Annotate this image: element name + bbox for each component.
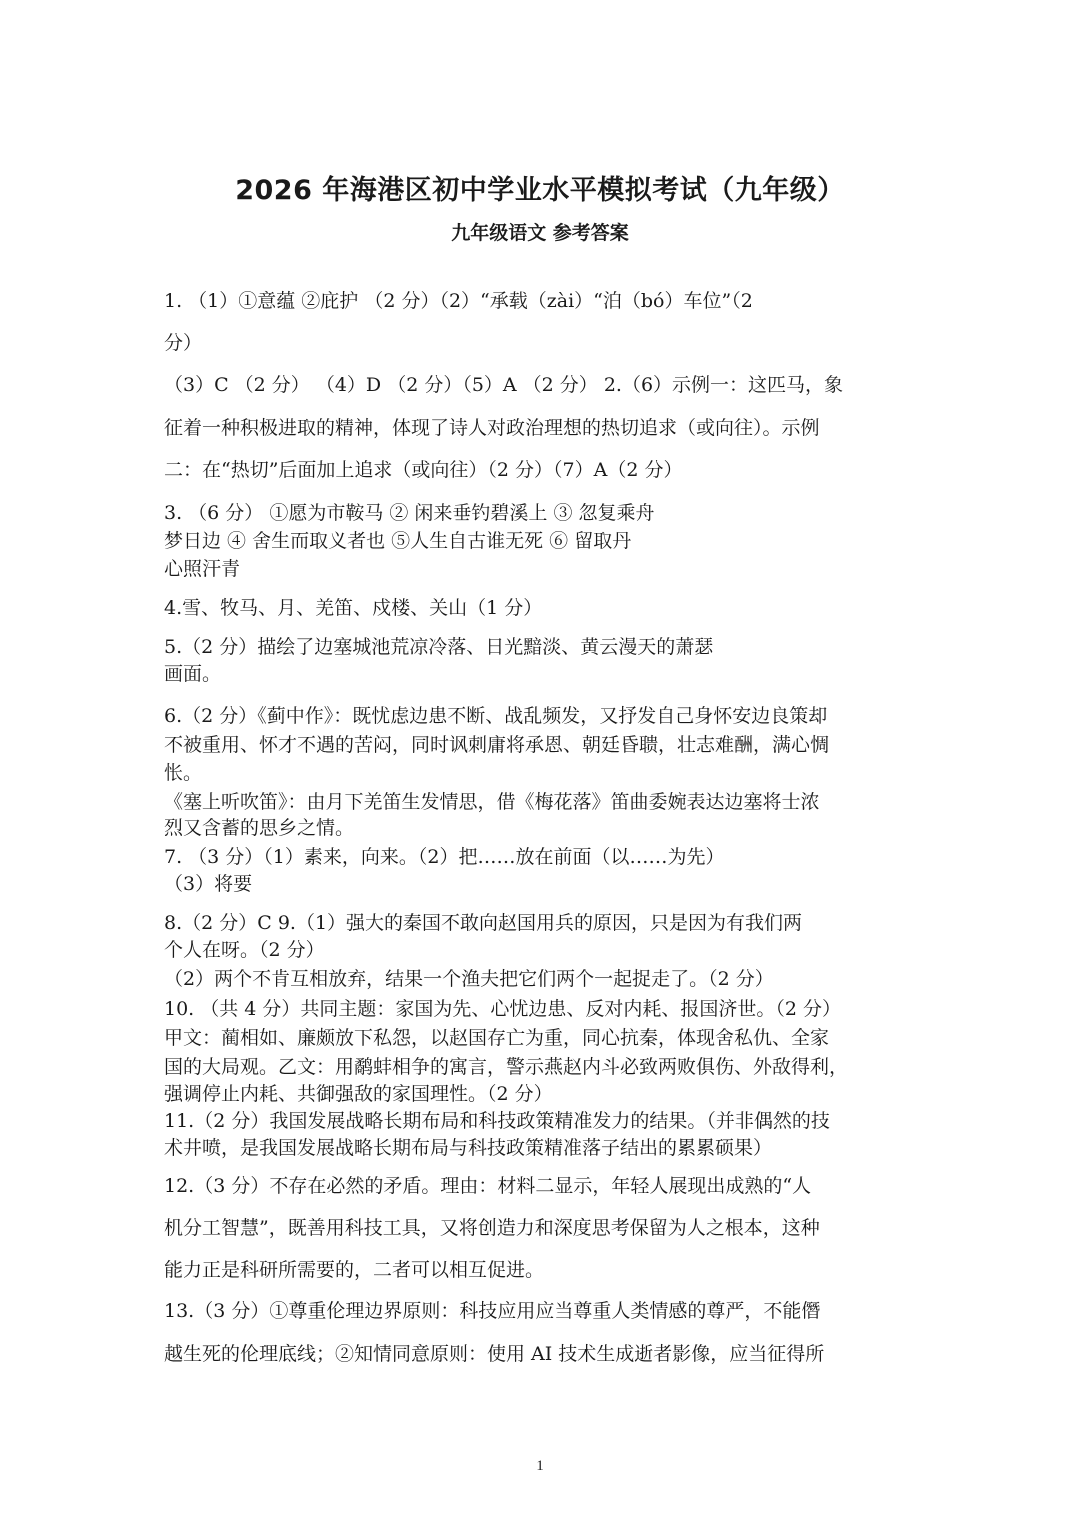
answer-line: 心照汗青 bbox=[164, 558, 241, 580]
answer-line: 11.（2 分）我国发展战略长期布局和科技政策精准发力的结果。（并非偶然的技 bbox=[164, 1110, 830, 1132]
answer-line: 8.（2 分）C 9.（1）强大的秦国不敢向赵国用兵的原因，只是因为有我们两 bbox=[164, 912, 803, 934]
document-subtitle: 九年级语文 参考答案 bbox=[451, 222, 629, 244]
answer-line: 征着一种积极进取的精神，体现了诗人对政治理想的热切追求（或向往）。示例 bbox=[164, 417, 820, 439]
answer-line: 6.（2 分）《蓟中作》：既忧虑边患不断、战乱频发，又抒发自己身怀安边良策却 bbox=[164, 705, 828, 727]
answer-line: 12.（3 分）不存在必然的矛盾。理由：材料二显示，年轻人展现出成熟的“人 bbox=[164, 1175, 812, 1197]
answer-line: 10. （共 4 分）共同主题：家国为先、心忧边患、反对内耗、报国济世。（2 分） bbox=[164, 998, 842, 1020]
answer-line: 机分工智慧”，既善用科技工具，又将创造力和深度思考保留为人之根本，这种 bbox=[164, 1217, 820, 1239]
answer-line: 术井喷，是我国发展战略长期布局与科技政策精准落子结出的累累硕果） bbox=[164, 1137, 773, 1159]
answer-line: 不被重用、怀才不遇的苦闷，同时讽刺庸将承恩、朝廷昏聩，壮志难酬，满心惆 bbox=[164, 734, 830, 756]
answer-line: 13.（3 分）①尊重伦理边界原则：科技应用应当尊重人类情感的尊严，不能僭 bbox=[164, 1300, 821, 1322]
answer-line: 4.雪、牧马、月、羌笛、戍楼、关山（1 分） bbox=[164, 597, 543, 619]
answer-line: 1. （1）①意蕴 ②庇护 （2 分）（2）“承载（zài）“泊（bó）车位”（2 bbox=[164, 290, 753, 312]
answer-line: 画面。 bbox=[164, 663, 222, 685]
answer-line: （3）将要 bbox=[164, 873, 253, 895]
answer-line: 7. （3 分）（1）素来，向来。（2）把……放在前面（以……为先） bbox=[164, 846, 725, 868]
answer-line: 梦日边 ④ 舍生而取义者也 ⑤人生自古谁无死 ⑥ 留取丹 bbox=[164, 530, 632, 552]
answer-line: 个人在呀。（2 分） bbox=[164, 939, 325, 961]
answer-line: 国的大局观。乙文：用鹬蚌相争的寓言，警示燕赵内斗必致两败俱伤、外敌得利， bbox=[164, 1056, 849, 1078]
answer-line: 二：在“热切”后面加上追求（或向往）（2 分）（7）A（2 分） bbox=[164, 459, 683, 481]
answer-line: （3）C （2 分） （4）D （2 分）（5）A （2 分） 2.（6）示例一：这匹马，象 bbox=[164, 374, 844, 396]
answer-line: 烈又含蓄的思乡之情。 bbox=[164, 817, 355, 839]
answer-line: 《塞上听吹笛》：由月下羌笛生发情思，借《梅花落》笛曲委婉表达边塞将士浓 bbox=[164, 791, 820, 813]
answer-line: 3. （6 分） ①愿为市鞍马 ② 闲来垂钓碧溪上 ③ 忽复乘舟 bbox=[164, 502, 655, 524]
answer-line: 甲文：蔺相如、廉颇放下私怨，以赵国存亡为重，同心抗秦，体现舍私仇、全家 bbox=[164, 1027, 830, 1049]
answer-line: 分） bbox=[164, 332, 203, 354]
answer-line: 强调停止内耗、共御强敌的家国理性。（2 分） bbox=[164, 1083, 553, 1105]
answer-line: 能力正是科研所需要的，二者可以相互促进。 bbox=[164, 1259, 545, 1281]
answer-line: （2）两个不肯互相放弃，结果一个渔夫把它们两个一起捉走了。（2 分） bbox=[164, 968, 774, 990]
answer-line: 越生死的伦理底线；②知情同意原则：使用 AI 技术生成逝者影像，应当征得所 bbox=[164, 1343, 825, 1365]
answer-line: 怅。 bbox=[164, 762, 203, 784]
answer-line: 5.（2 分）描绘了边塞城池荒凉冷落、日光黯淡、黄云漫天的萧瑟 bbox=[164, 636, 714, 658]
document-title: 2026 年海港区初中学业水平模拟考试（九年级） bbox=[235, 175, 845, 206]
page-number: 1 bbox=[536, 1458, 544, 1474]
